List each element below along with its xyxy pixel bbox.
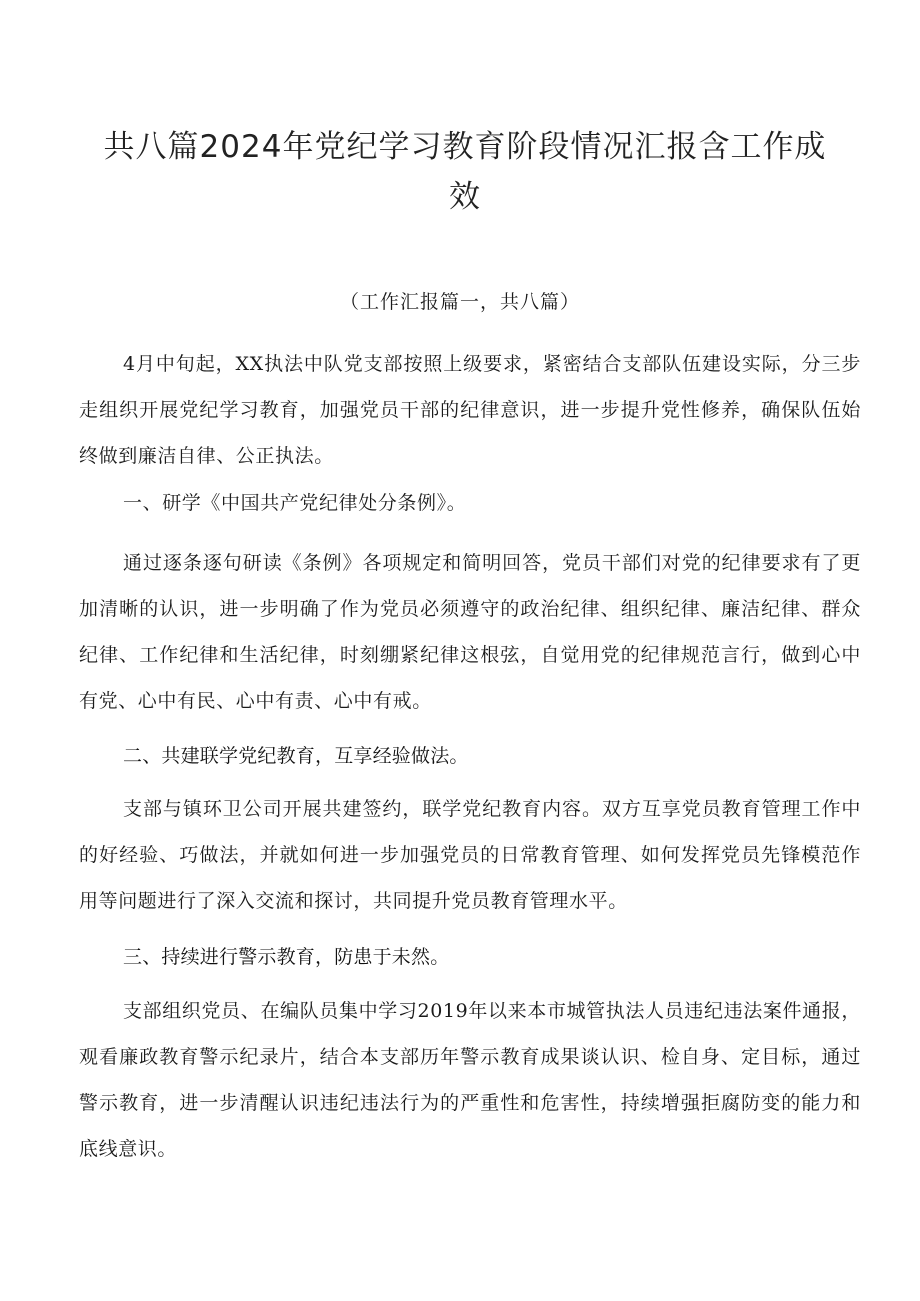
intro-paragraph: 4月中旬起，XX执法中队党支部按照上级要求，紧密结合支部队伍建设实际，分三步走组织开展党纪学习教育，加强党员干部的纪律意识，进一步提升党性修养，确保队伍始终做到廉洁自律、公正执法。 xyxy=(79,353,861,467)
section-3-heading: 三、持续进行警示教育，防患于未然。 xyxy=(123,946,450,968)
section-3-body: 支部组织党员、在编队员集中学习2019年以来本市城管执法人员违纪违法案件通报，观看廉政教育警示纪录片，结合本支部历年警示教育成果谈认识、检自身、定目标，通过警示教育，进一步清醒认识违纪违法行为的严重性和危害性，持续增强拒腐防变的能力和底线意识。 xyxy=(79,1000,861,1160)
document-subtitle: （工作汇报篇一，共八篇） xyxy=(339,291,580,313)
section-1-heading: 一、研学《中国共产党纪律处分条例》。 xyxy=(123,492,467,514)
section-1-body: 通过逐条逐句研读《条例》各项规定和简明回答，党员干部们对党的纪律要求有了更加清晰的认识，进一步明确了作为党员必须遵守的政治纪律、组织纪律、廉洁纪律、群众纪律、工作纪律和生活纪律，时刻绷紧纪律这根弦，自觉用党的纪律规范言行，做到心中有党、心中有民、心中有责、心中有戒。 xyxy=(79,552,861,712)
document-title: 共八篇2024年党纪学习教育阶段情况汇报含工作成效 xyxy=(103,129,827,215)
section-2-body: 支部与镇环卫公司开展共建签约，联学党纪教育内容。双方互享党员教育管理工作中的好经验、巧做法，并就如何进一步加强党员的日常教育管理、如何发挥党员先锋模范作用等问题进行了深入交流和探讨，共同提升党员教育管理水平。 xyxy=(79,798,861,912)
section-2-heading: 二、共建联学党纪教育，互享经验做法。 xyxy=(123,745,469,767)
